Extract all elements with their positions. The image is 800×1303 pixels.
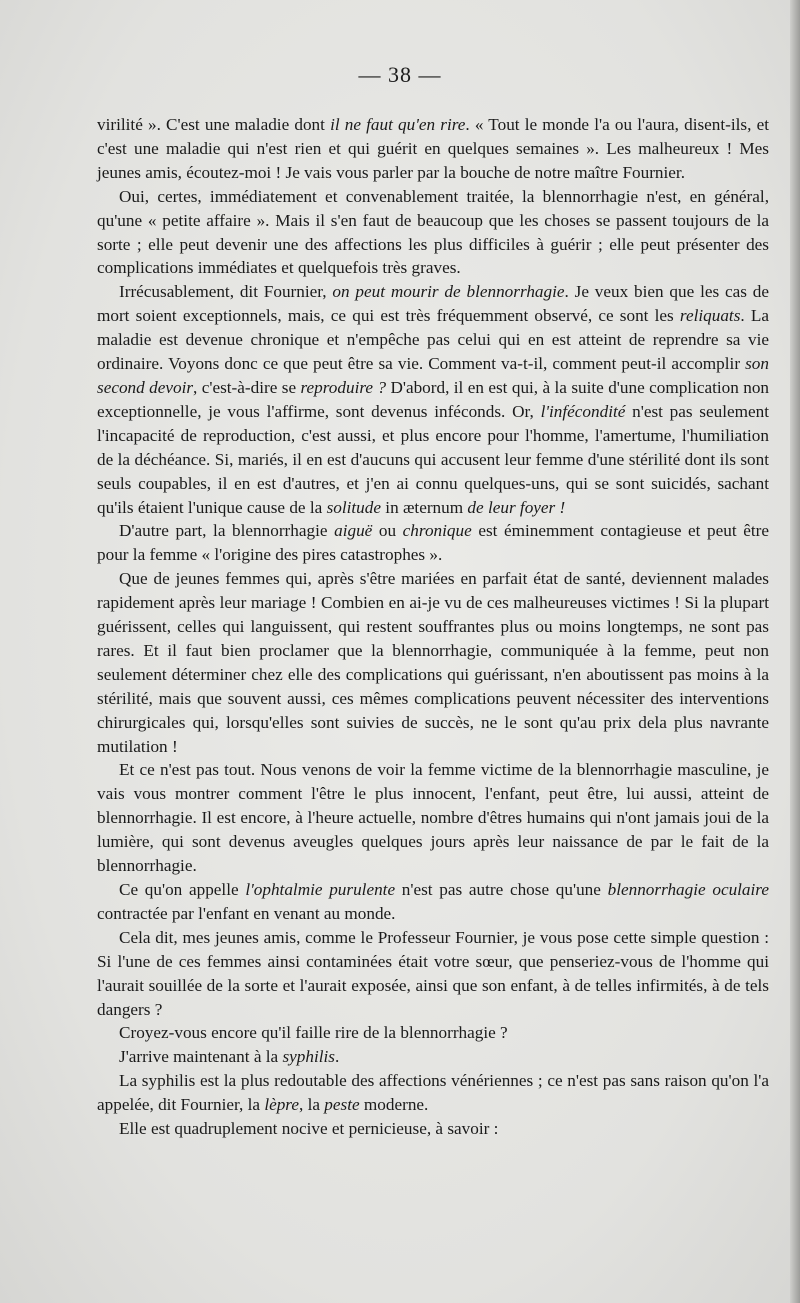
text-run: La syphilis est la plus redoutable des affections vénériennes ; ce n'est pas sans raison qu'on l'a appelée, dit Fournier, la — [97, 1071, 769, 1115]
body-text — [97, 113, 769, 1141]
italic-text: aiguë — [334, 521, 373, 541]
paragraph — [97, 878, 769, 926]
text-run: . Je veux bien que les cas de mort soient exceptionnels, mais, ce qui est très fréquemment observé, ce sont les — [97, 282, 769, 326]
paragraph — [97, 1021, 769, 1045]
paragraph — [97, 1117, 769, 1141]
italic-text: l'infécondité — [540, 401, 626, 421]
paragraph — [97, 567, 769, 758]
page-number: — 38 — — [358, 62, 442, 87]
text-run: J'arrive maintenant à la — [119, 1047, 283, 1067]
text-run: n'est pas autre chose qu'une — [395, 880, 608, 899]
text-run: Que de jeunes femmes qui, après s'être mariées en parfait état de santé, deviennent malades rapidement après leur mariage ! Combien en ai-je vu de ces malheureuses victimes ! Si la plupart guérissent, celles qui languissent, qui restent souffrantes plus ou moins longtemps, ne sont pas rares. Et il faut bien proclamer que la blennorrhagie, communiquée à la femme, peut non seulement déterminer chez elle des complications qui guérissant, n'en aboutissent pas moins à la stérilité, mais que souvent aussi, ces mêmes complications peuvent nécessiter des interventions chirurgicales qui, lorsqu'elles sont suivies de succès, ne le sont qu'au prix dela plus navrante mutilation ! — [97, 569, 769, 756]
italic-text: chronique — [402, 521, 472, 541]
text-run: Irrécusablement, dit Fournier, — [119, 282, 333, 302]
text-run: virilité ». C'est une maladie dont — [97, 115, 331, 134]
text-run: . — [334, 1047, 340, 1067]
text-run: in æternum — [381, 497, 468, 517]
italic-text: son second devoir — [97, 354, 769, 397]
italic-text: on peut mourir de blennorrhagie — [332, 282, 565, 302]
text-run: moderne. — [359, 1095, 429, 1115]
italic-text: il ne faut qu'en rire — [330, 115, 466, 134]
text-run: Croyez-vous encore qu'il faille rire de la blennorrhagie ? — [119, 1023, 508, 1043]
text-run: , la — [299, 1095, 325, 1115]
text-run: Et ce n'est pas tout. Nous venons de voir la femme victime de la blennorrhagie masculine, je vais vous montrer comment l'être le plus innocent, l'enfant, peut être, lui aussi, atteint de blennorrhagie. Il est encore, à l'heure actuelle, nombre d'êtres humains qui n'ont jamais joui de la lumière, qui sont devenus aveugles quelques jours après leur naissance de par le fait de la blennorrhagie. — [97, 760, 769, 876]
italic-text: blennorrhagie oculaire — [607, 880, 769, 899]
text-run: ou — [372, 521, 403, 541]
text-run: , c'est-à-dire se — [193, 377, 301, 397]
paragraph — [97, 1045, 769, 1069]
page-edge-shadow — [790, 0, 800, 1303]
italic-text: reproduire ? — [300, 377, 387, 397]
italic-text: de leur foyer ! — [467, 497, 566, 517]
italic-text: l'ophtalmie purulente — [245, 880, 396, 899]
italic-text: syphilis — [282, 1047, 335, 1067]
italic-text: solitude — [326, 497, 381, 517]
paragraph — [97, 113, 769, 185]
text-run: est éminemment contagieuse et peut être pour la femme « l'origine des pires catastrophes ». — [97, 521, 769, 565]
paragraph — [97, 280, 769, 519]
text-run: Oui, certes, immédiatement et convenablement traitée, la blennorrhagie n'est, en général, qu'une « petite affaire ». Mais il s'en faut de beaucoup que les choses se passent toujours de la sorte ; elle peut devenir une des affections les plus difficiles à guérir ; elle peut présenter des complications immédiates et quelquefois très graves. — [97, 186, 769, 278]
paragraph — [97, 1069, 769, 1117]
italic-text: lèpre — [264, 1095, 299, 1115]
text-run: D'autre part, la blennorrhagie — [119, 521, 335, 541]
paragraph — [97, 185, 769, 281]
text-run: . La maladie est devenue chronique et n'empêche pas celui qui en est atteint de reprendre sa vie ordinaire. Voyons donc ce que peut être sa vie. Comment va-t-il, comment peut-il accomplir — [97, 306, 769, 374]
italic-text: reliquats — [679, 306, 741, 326]
paragraph — [97, 519, 769, 567]
text-run: D'abord, il en est qui, à la suite d'une complication non exceptionnelle, je vous l'affirme, sont devenus inféconds. Or, — [97, 377, 770, 421]
text-run: Elle est quadruplement nocive et pernicieuse, à savoir : — [119, 1119, 499, 1139]
text-run: n'est pas seulement l'incapacité de reproduction, c'est aussi, et plus encore pour l'homme, l'amertume, l'humiliation de la déchéance. Si, mariés, il en est d'aucuns qui accusent leur femme d'une stérilité dont ils sont seuls coupables, il en est d'autres, et j'en ai connu quelques-uns, qui se sont suicidés, sachant qu'ils étaient l'unique cause de la — [97, 401, 769, 517]
text-run: Ce qu'on appelle — [119, 880, 246, 899]
text-run: . « Tout le monde l'a ou l'aura, disent-ils, et c'est une maladie qui n'est rien et qui guérit en quelques semaines ». Les malheureux ! Mes jeunes amis, écoutez-moi ! Je vais vous parler par la bouche de notre maître Fournier. — [97, 115, 769, 182]
italic-text: peste — [324, 1095, 360, 1115]
paragraph — [97, 926, 769, 1022]
text-run: contractée par l'enfant en venant au monde. — [97, 903, 396, 923]
text-run: Cela dit, mes jeunes amis, comme le Professeur Fournier, je vous pose cette simple question : Si l'une de ces femmes ainsi contaminées était votre sœur, que penseriez-vous de l'homme qui l'aurait souillée de la sorte et l'aurait exposée, ainsi que son enfant, à de telles infirmités, à de tels dangers ? — [97, 927, 769, 1019]
paragraph — [97, 758, 769, 878]
